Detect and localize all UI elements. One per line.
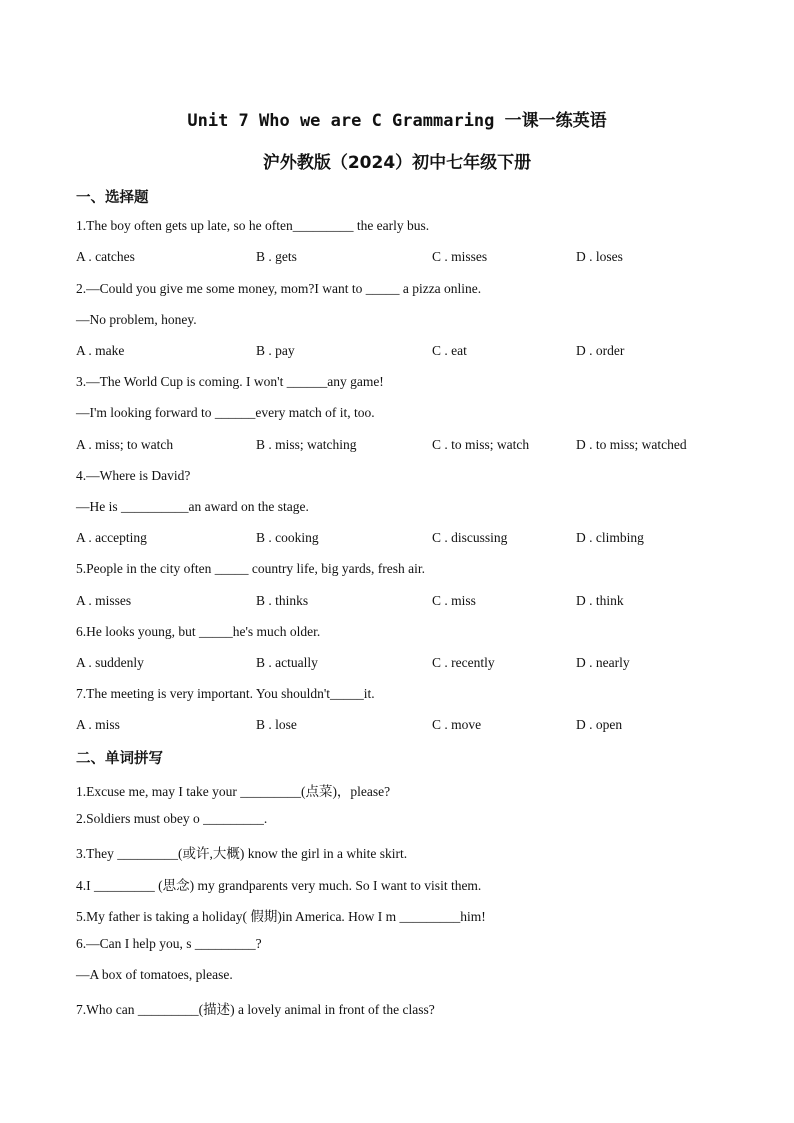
option-a: A . miss: [76, 717, 120, 732]
option-c: C . recently: [432, 655, 495, 670]
spelling-line: —A box of tomatoes, please.: [76, 967, 233, 982]
section-heading-spelling: 二、单词拼写: [76, 751, 163, 767]
option-c: C . misses: [432, 249, 488, 264]
option-b: B . thinks: [256, 593, 309, 608]
option-d: D . climbing: [576, 530, 644, 545]
question-text: 5.People in the city often _____ country life, big yards, fresh air.: [76, 561, 426, 576]
option-b: B . miss; watching: [256, 437, 357, 452]
spelling-line: 6.—Can I help you, s _________?: [76, 936, 262, 951]
option-d: D . nearly: [576, 655, 630, 670]
option-b: B . gets: [256, 249, 297, 264]
question-text: 2.—Could you give me some money, mom?I want to _____ a pizza online.: [76, 281, 482, 296]
option-d: D . order: [576, 343, 625, 358]
option-a: A . suddenly: [76, 655, 144, 670]
option-b: B . cooking: [256, 530, 319, 545]
option-a: A . make: [76, 343, 125, 358]
option-c: C . to miss; watch: [432, 437, 530, 452]
question-text: 4.—Where is David?: [76, 468, 191, 483]
option-c: C . miss: [432, 593, 476, 608]
option-a: A . misses: [76, 593, 132, 608]
option-c: C . move: [432, 717, 482, 732]
question-text: 3.—The World Cup is coming. I won't ______any game!: [76, 374, 384, 389]
option-c: C . eat: [432, 343, 467, 358]
option-b: B . lose: [256, 717, 297, 732]
question-text: —He is __________an award on the stage.: [76, 499, 309, 514]
option-a: A . catches: [76, 249, 135, 264]
option-a: A . miss; to watch: [76, 437, 174, 452]
question-text: —No problem, honey.: [76, 312, 197, 327]
spelling-line: 7.Who can _________(描述) a lovely animal in front of the class?: [76, 1002, 435, 1017]
option-d: D . think: [576, 593, 624, 608]
option-d: D . open: [576, 717, 623, 732]
section-heading-multiple-choice: 一、选择题: [76, 190, 149, 206]
spelling-line: 5.My father is taking a holiday( 假期)in America. How I m _________him!: [76, 909, 486, 924]
question-text: —I'm looking forward to ______every match of it, too.: [76, 405, 375, 420]
spelling-line: 3.They _________(或许,大概) know the girl in a white skirt.: [76, 846, 408, 861]
title-line-1: Unit 7 Who we are C Grammaring 一课一练英语: [187, 111, 607, 131]
option-b: B . pay: [256, 343, 295, 358]
title-line-2: 沪外教版（2024）初中七年级下册: [262, 153, 532, 173]
question-text: 7.The meeting is very important. You shouldn't_____it.: [76, 686, 375, 701]
spelling-line: 1.Excuse me, may I take your _________(点菜)，please?: [76, 784, 391, 799]
option-d: D . to miss; watched: [576, 437, 687, 452]
option-b: B . actually: [256, 655, 318, 670]
spelling-line: 4.I _________ (思念) my grandparents very much. So I want to visit them.: [76, 878, 482, 893]
question-text: 6.He looks young, but _____he's much older.: [76, 624, 321, 639]
question-text: 1.The boy often gets up late, so he often_________ the early bus.: [76, 218, 430, 233]
spelling-line: 2.Soldiers must obey o _________.: [76, 811, 268, 826]
option-a: A . accepting: [76, 530, 147, 545]
option-c: C . discussing: [432, 530, 508, 545]
option-d: D . loses: [576, 249, 623, 264]
